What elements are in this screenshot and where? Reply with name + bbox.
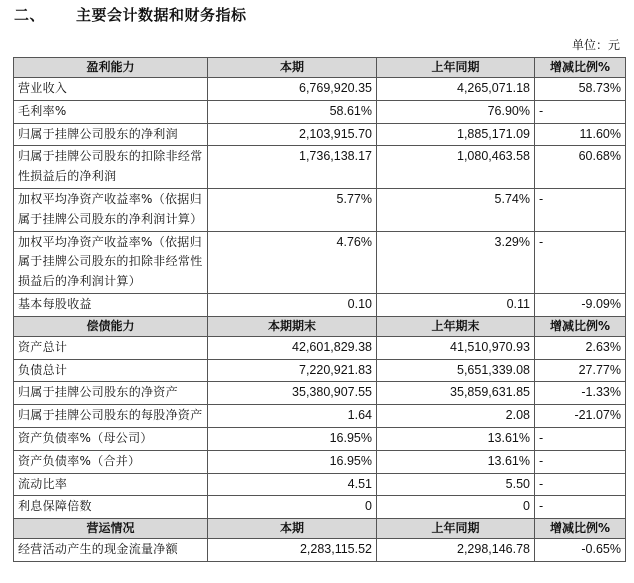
table-row [14,473,626,496]
table-row [14,123,626,146]
row-label: 资产负债率%（合并） [14,450,208,473]
current-value: 1.64 [208,405,377,428]
row-label: 流动比率 [14,473,208,496]
previous-value: 5,651,339.08 [377,359,535,382]
row-label: 归属于挂牌公司股东的净资产 [14,382,208,405]
row-label: 归属于挂牌公司股东的净利润 [14,123,208,146]
row-label: 营业收入 [14,78,208,101]
section-title: 主要会计数据和财务指标 [76,6,247,24]
change-ratio: - [535,496,626,519]
section-heading [14,4,247,25]
header-current: 本期期末 [208,316,377,336]
change-ratio: -21.07% [535,405,626,428]
header-current: 本期 [208,58,377,78]
change-ratio: - [535,450,626,473]
change-ratio: -0.65% [535,539,626,562]
header-metric: 偿债能力 [14,316,208,336]
table-section-header [14,519,626,539]
previous-value: 5.50 [377,473,535,496]
change-ratio: - [535,473,626,496]
table-row [14,496,626,519]
header-current: 本期 [208,519,377,539]
current-value: 16.95% [208,450,377,473]
row-label: 毛利率% [14,100,208,123]
current-value: 58.61% [208,100,377,123]
table-section-header [14,58,626,78]
table-row [14,336,626,359]
table-section-header [14,316,626,336]
current-value: 35,380,907.55 [208,382,377,405]
previous-value: 0 [377,496,535,519]
current-value: 42,601,829.38 [208,336,377,359]
current-value: 0.10 [208,293,377,316]
current-value: 6,769,920.35 [208,78,377,101]
change-ratio: 11.60% [535,123,626,146]
unit-label: 单位：元 [571,38,620,52]
table-row [14,146,626,189]
row-label: 利息保障倍数 [14,496,208,519]
current-value: 2,283,115.52 [208,539,377,562]
change-ratio: 27.77% [535,359,626,382]
previous-value: 0.11 [377,293,535,316]
table-row [14,293,626,316]
table-row [14,382,626,405]
table-row [14,427,626,450]
row-label: 加权平均净资产收益率%（依据归属于挂牌公司股东的扣除非经常性损益后的净利润计算） [14,231,208,293]
previous-value: 13.61% [377,427,535,450]
change-ratio: - [535,231,626,293]
row-label: 归属于挂牌公司股东的扣除非经常性损益后的净利润 [14,146,208,189]
previous-value: 76.90% [377,100,535,123]
row-label: 基本每股收益 [14,293,208,316]
previous-value: 1,885,171.09 [377,123,535,146]
table-row [14,231,626,293]
row-label: 经营活动产生的现金流量净额 [14,539,208,562]
row-label: 归属于挂牌公司股东的每股净资产 [14,405,208,428]
change-ratio: 60.68% [535,146,626,189]
row-label: 资产总计 [14,336,208,359]
current-value: 2,103,915.70 [208,123,377,146]
change-ratio: -1.33% [535,382,626,405]
change-ratio: - [535,427,626,450]
previous-value: 4,265,071.18 [377,78,535,101]
header-change: 增减比例% [535,519,626,539]
change-ratio: 58.73% [535,78,626,101]
current-value: 1,736,138.17 [208,146,377,189]
change-ratio: 2.63% [535,336,626,359]
header-change: 增减比例% [535,316,626,336]
section-number: 二、 [14,6,46,24]
change-ratio: -9.09% [535,293,626,316]
current-value: 16.95% [208,427,377,450]
current-value: 7,220,921.83 [208,359,377,382]
row-label: 资产负债率%（母公司） [14,427,208,450]
table-row [14,359,626,382]
current-value: 0 [208,496,377,519]
current-value: 4.51 [208,473,377,496]
table-row [14,539,626,562]
current-value: 5.77% [208,188,377,231]
previous-value: 35,859,631.85 [377,382,535,405]
row-label: 负债总计 [14,359,208,382]
header-previous: 上年同期 [377,58,535,78]
current-value: 4.76% [208,231,377,293]
previous-value: 5.74% [377,188,535,231]
table-row [14,188,626,231]
table-row [14,100,626,123]
header-metric: 营运情况 [14,519,208,539]
change-ratio: - [535,188,626,231]
previous-value: 3.29% [377,231,535,293]
financial-data-table [13,57,626,562]
change-ratio: - [535,100,626,123]
previous-value: 13.61% [377,450,535,473]
previous-value: 1,080,463.58 [377,146,535,189]
previous-value: 41,510,970.93 [377,336,535,359]
previous-value: 2,298,146.78 [377,539,535,562]
table-row [14,450,626,473]
header-previous: 上年期末 [377,316,535,336]
header-metric: 盈利能力 [14,58,208,78]
header-previous: 上年同期 [377,519,535,539]
row-label: 加权平均净资产收益率%（依据归属于挂牌公司股东的净利润计算） [14,188,208,231]
header-change: 增减比例% [535,58,626,78]
previous-value: 2.08 [377,405,535,428]
table-row [14,405,626,428]
table-row [14,78,626,101]
